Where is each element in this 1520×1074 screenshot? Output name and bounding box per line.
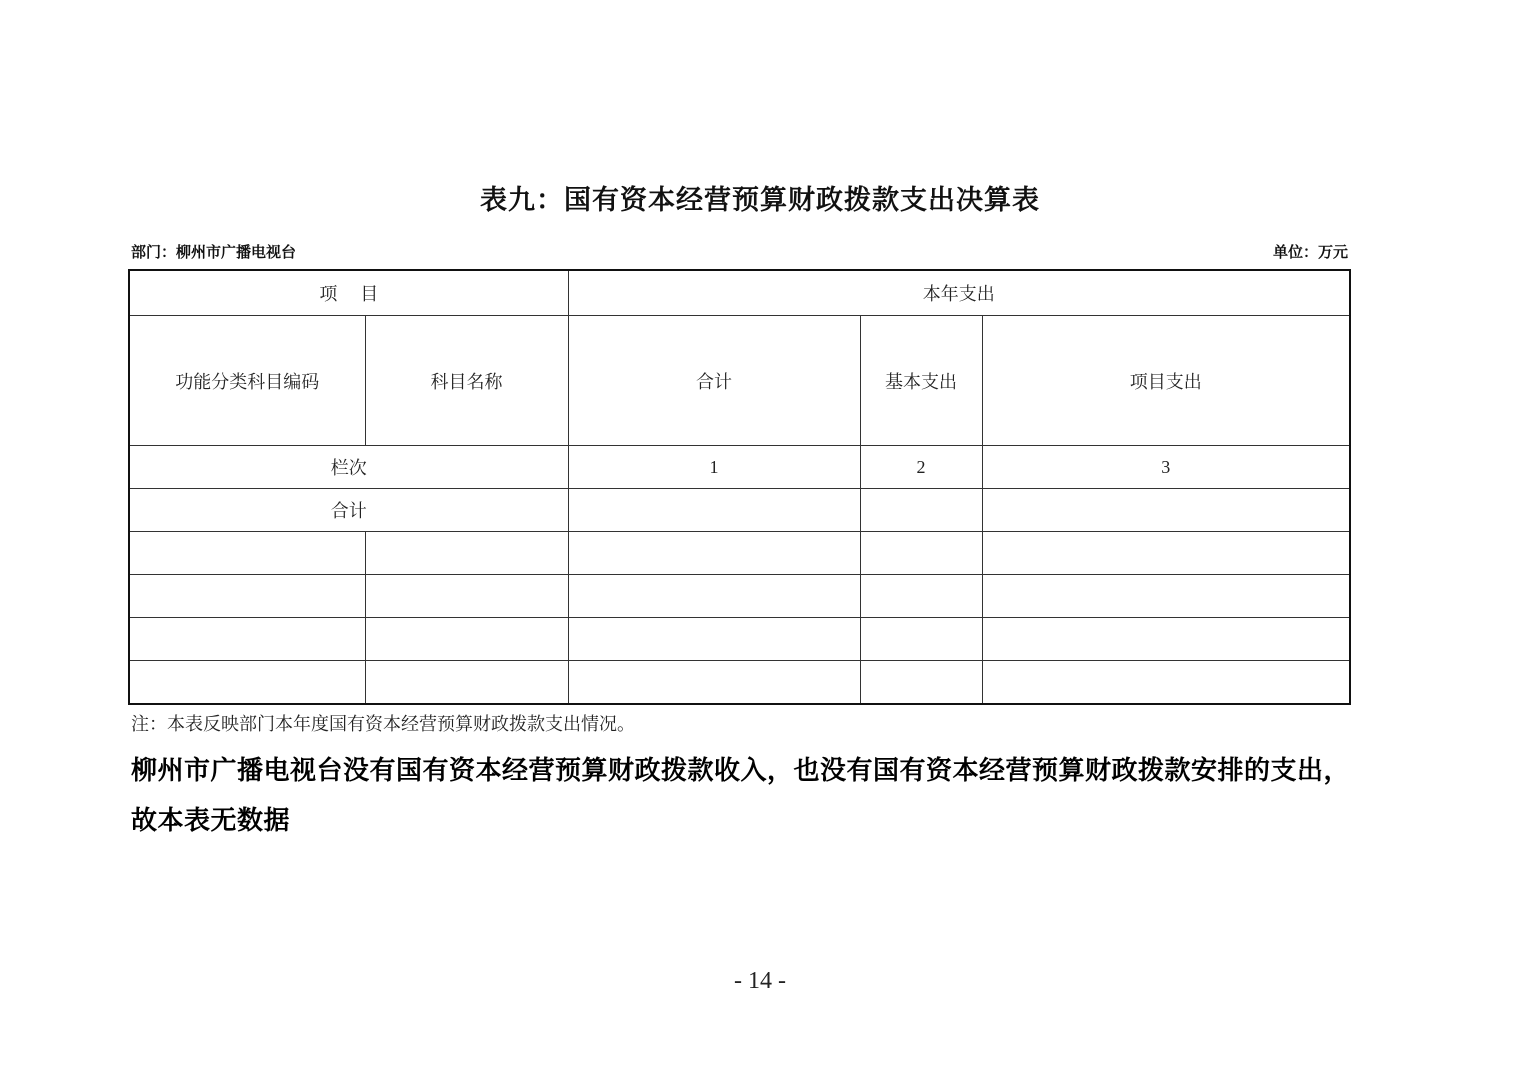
meta-row xyxy=(131,241,1348,263)
header-project-expense: 项目支出 xyxy=(982,316,1350,446)
unit-label: 单位：万元 xyxy=(1272,243,1348,261)
document-title: 表九：国有资本经营预算财政拨款支出决算表 xyxy=(480,185,1040,216)
cell-project-expense xyxy=(982,618,1350,661)
column-index-1: 1 xyxy=(568,446,860,489)
header-item: 项 目 xyxy=(129,270,568,316)
cell-function-code xyxy=(129,661,365,705)
table-note: 注：本表反映部门本年度国有资本经营预算财政拨款支出情况。 xyxy=(131,714,635,735)
cell-function-code xyxy=(129,618,365,661)
header-total: 合计 xyxy=(568,316,860,446)
cell-basic-expense xyxy=(860,532,982,575)
cell-project-expense xyxy=(982,661,1350,705)
header-row-2 xyxy=(129,316,1350,446)
column-index-row xyxy=(129,446,1350,489)
table-row xyxy=(129,618,1350,661)
header-basic-expense: 基本支出 xyxy=(860,316,982,446)
cell-subject-name xyxy=(365,575,568,618)
cell-subject-name xyxy=(365,618,568,661)
header-current-year-expense: 本年支出 xyxy=(568,270,1350,316)
page-number: - 14 - xyxy=(734,968,786,994)
cell-total xyxy=(568,532,860,575)
total-row-total xyxy=(568,489,860,532)
header-row-1 xyxy=(129,270,1350,316)
cell-total xyxy=(568,661,860,705)
cell-basic-expense xyxy=(860,575,982,618)
cell-project-expense xyxy=(982,575,1350,618)
column-index-label: 栏次 xyxy=(129,446,568,489)
total-row-label: 合计 xyxy=(129,489,568,532)
cell-basic-expense xyxy=(860,661,982,705)
table-row xyxy=(129,532,1350,575)
cell-subject-name xyxy=(365,532,568,575)
column-index-3: 3 xyxy=(982,446,1350,489)
department-label: 部门：柳州市广播电视台 xyxy=(131,243,297,261)
cell-total xyxy=(568,618,860,661)
column-index-2: 2 xyxy=(860,446,982,489)
cell-project-expense xyxy=(982,532,1350,575)
total-row xyxy=(129,489,1350,532)
total-row-project xyxy=(982,489,1350,532)
cell-total xyxy=(568,575,860,618)
table-row xyxy=(129,661,1350,705)
no-data-statement: 柳州市广播电视台没有国有资本经营预算财政拨款收入，也没有国有资本经营预算财政拨款安排的支出，故本表无数据 xyxy=(131,756,1351,836)
cell-basic-expense xyxy=(860,618,982,661)
cell-function-code xyxy=(129,532,365,575)
cell-function-code xyxy=(129,575,365,618)
header-function-code: 功能分类科目编码 xyxy=(129,316,365,446)
table-row xyxy=(129,575,1350,618)
total-row-basic xyxy=(860,489,982,532)
budget-table xyxy=(128,269,1351,705)
cell-subject-name xyxy=(365,661,568,705)
header-subject-name: 科目名称 xyxy=(365,316,568,446)
